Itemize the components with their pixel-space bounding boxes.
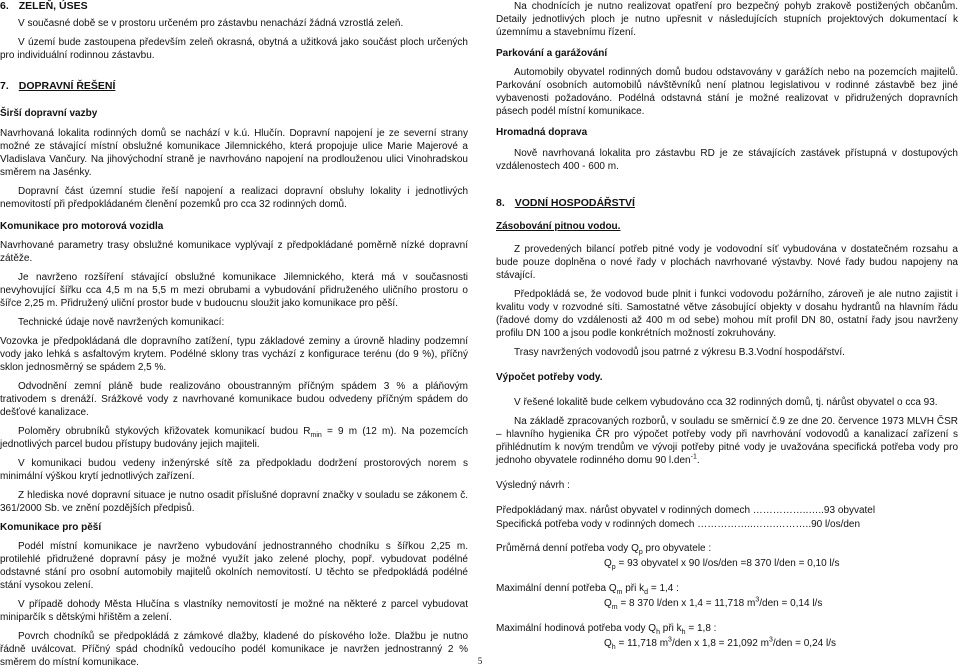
section-7-heading: 7. DOPRAVNÍ ŘEŠENÍ — [0, 80, 116, 92]
paragraph: Automobily obyvatel rodinných domů budou odstavovány v garážích nebo na pozemcích majitelů. Parkování osobních automobilů návštěvníků není platnou legislativou v rodinné zástavbě bez jiné vybavenosti požadováno. Podélná odstavná stání je možné realizovat v přidružených dopravních pásech podél místní komunikace. — [496, 67, 958, 117]
paragraph: Dopravní část územní studie řeší napojení a realizaci dopravní obsluhy lokality i jednotlivých nemovitostí při předpokládaném členění pozemků pro cca 32 rodinných domů. — [0, 186, 468, 210]
section-8-heading: 8. VODNÍ HOSPODÁŘSTVÍ — [496, 197, 635, 209]
right-column — [496, 0, 958, 650]
paragraph: Je navrženo rozšíření stávající obslužné komunikace Jilemnického, která má v současnosti nevyhovující šířku cca 4,5 m na 5,5 m mezi obrubami a vybudování přidruženého uličního prostoru o šířce 2,25 m. Přidružený uliční prostor bude v budoucnu sloužit jako komunikace pro pěší. — [0, 272, 468, 309]
paragraph: Technické údaje nově navržených komunikací: — [18, 317, 225, 328]
paragraph: Na chodnících je nutno realizovat opatření pro bezpečný pohyb zrakově postižených občanům. Detaily jednotlivých ploch je nutno upřesnit v následujících stupních projektových dokumentací k územnímu a stavebnímu řízení. — [496, 1, 958, 38]
list-line: Předpokládaný max. nárůst obyvatel v rodinných domech ……………..…..93 obyvatel — [496, 505, 876, 516]
paragraph: Na základě zpracovaných rozborů, v souladu se směrnicí č.9 ze dne 20. července 1973 MLVH ČSR – hlavního hygienika ČR pro výpočet potřeby vody při navrhování vodovodů a kanalizací zařízení s přihlédnutím k novým trendům ve vývoji potřeby pitné vody je uvažována specifická potřeba vody pro jednoho obyvatele rodinného domu 90 l.den$^{-1}$. — [496, 416, 958, 466]
paragraph: Nově navrhovaná lokalita pro zástavbu RD je ze stávajících zastávek přístupná v dostupových vzdálenostech 400 - 600 m. — [496, 148, 958, 172]
paragraph: Odvodnění zemní pláně bude realizováno oboustranným příčným spádem 3 % a pláňovým trativodem s drenáží. Srážkové vody z navrhované komunikace budou odvedeny příčným spádem do dešťové kanalizace. — [0, 381, 468, 418]
left-column — [0, 0, 468, 669]
paragraph: Povrch chodníků se předpokládá z zámkové dlažby, kladené do pískového lože. Dlažbu je nutno řádně uválcovat. Příčný spád chodníků vedoucího podél komunikace je navržen jednostranný 2 % směrem do místní komunikace. — [0, 631, 468, 668]
paragraph: Poloměry obrubníků stykových křižovatek komunikací budou $R_{min} = 9$ m (12 m). Na pozemcích jednotlivých parcel budou přístupy budovány jejich majiteli. — [0, 426, 469, 450]
paragraph: Z provedených bilancí potřeb pitné vody je vodovodní síť vybudována v dostatečném rozsahu a bude pouze doplněna o nové řady v plochách navrhované výstavby. Nové řady budou napojeny na stávající. — [496, 244, 958, 281]
formula-label: Maximální hodinová potřeba vody $Q_h$ při $k_h = 1,8$ : — [496, 623, 717, 636]
page-number: 5 — [477, 656, 483, 666]
paragraph: V území bude zastoupena především zeleň okrasná, obytná a užitková jako součást ploch určených pro individuální rodinnou zástavbu. — [0, 37, 468, 61]
subheading-pedestrians: Komunikace pro pěší — [0, 522, 102, 533]
paragraph: Vozovka je předpokládaná dle dopravního zatížení, typu základové zeminy a úrovně hladiny podzemní vody jako lehká s asfaltovým krytem. Podélné sklony tras vychází z konfigurace terénu (do 9 %), příčný sklon jednosměrný se spádem 2,5 %. — [0, 336, 468, 373]
list-line: Specifická potřeba vody v rodinných domech ……………..…….………..90 l/os/den — [496, 519, 861, 530]
paragraph: V současné době se v prostoru určeném pro zástavbu nenachází žádná vzrostlá zeleň. — [18, 18, 404, 29]
paragraph: Podél místní komunikace je navrženo vybudování jednostranného chodníku s šířkou 2,25 m. protilehlé přidružené dopravní pásy je možné využít jako zelené plochy, popř. vybudovat podélné odstavné stání pro osobní automobily majitelů okolních nemovitostí. U těchto se předpokládá podélné stání vysokou zelení. — [0, 541, 468, 591]
subheading-water-calc: Výpočet potřeby vody. — [496, 372, 603, 383]
paragraph: V řešené lokalitě bude celkem vybudováno cca 32 rodinných domů, tj. nárůst obyvatel o cca 93. — [514, 397, 938, 408]
subheading-water-supply: Zásobování pitnou vodou. — [496, 221, 621, 232]
paragraph: Z hlediska nové dopravní situace je nutno osadit příslušné dopravní značky v souladu se zákonem č. 361/2000 Sb. ve znění pozdějších předpisů. — [0, 490, 468, 514]
formula: $Q_m = 8$ 370 l/den x 1,4 = 11,718 $m^3$/den = 0,14 l/s — [604, 596, 823, 611]
formula-label: Průměrná denní potřeba vody $Q_p$ pro obyvatele : — [496, 543, 712, 556]
paragraph: Trasy navržených vodovodů jsou patrné z výkresu B.3.Vodní hospodářství. — [514, 347, 845, 358]
formula-label: Maximální denní potřeba $Q_m$ při $k_d = 1,4$ : — [496, 583, 679, 596]
subheading-wider-transport: Širší dopravní vazby — [0, 108, 98, 119]
subheading-motor-vehicles: Komunikace pro motorová vozidla — [0, 221, 164, 232]
subheading-parking: Parkování a garážování — [496, 48, 608, 59]
paragraph: V případě dohody Města Hlučína s vlastníky nemovitostí je možné na některé z parcel vybudovat miniparčík s dětskými hřištěm a zelení. — [0, 599, 468, 623]
subheading-public-transport: Hromadná doprava — [496, 127, 588, 138]
formula: $Q_h = 11,718$ $m^3$/den x 1,8 = 21,092 $m^3$/den = 0,24 l/s — [604, 636, 836, 651]
paragraph: Navrhované parametry trasy obslužné komunikace vyplývají z předpokládané poměrně nízké dopravní zátěže. — [0, 240, 468, 264]
formula: $Q_p = 93$ obyvatel x 90 l/os/den =8 370 l/den = 0,10 l/s — [604, 558, 840, 571]
section-6-heading: 6. ZELEŇ, ÚSES — [0, 0, 88, 12]
paragraph: V komunikaci budou vedeny inženýrské sítě za předpokladu dodržení prostorových norem s minimální výškou krytí jednotlivých zařízení. — [0, 458, 468, 482]
paragraph: Předpokládá se, že vodovod bude plnit i funkci vodovodu požárního, zároveň je ale nutno zajistit i kvalitu vody v rozvodné síti. Samostatné větve zásobující objekty v dosahu hydrantů na hlavním řádu (řadové domy do vzdálenosti až 400 m od sebe) mohou mít profil DN 80, ostatní řady jsou navrženy profilu DN 100 a jsou podle konkrétních možností zokruhovány. — [496, 289, 958, 339]
label-result: Výsledný návrh : — [496, 480, 570, 491]
paragraph: Navrhovaná lokalita rodinných domů se nachází v k.ú. Hlučín. Dopravní napojení je ze severní strany možné ze stávající místní obslužné komunikace Jilemnického, která propojuje ulice Marie Majerové a Vladislava Vančury. Na jihovýchodní straně je navrhováno napojení na prodlouženou ulici Vinohradskou směrem na Jasénky. — [0, 128, 468, 178]
